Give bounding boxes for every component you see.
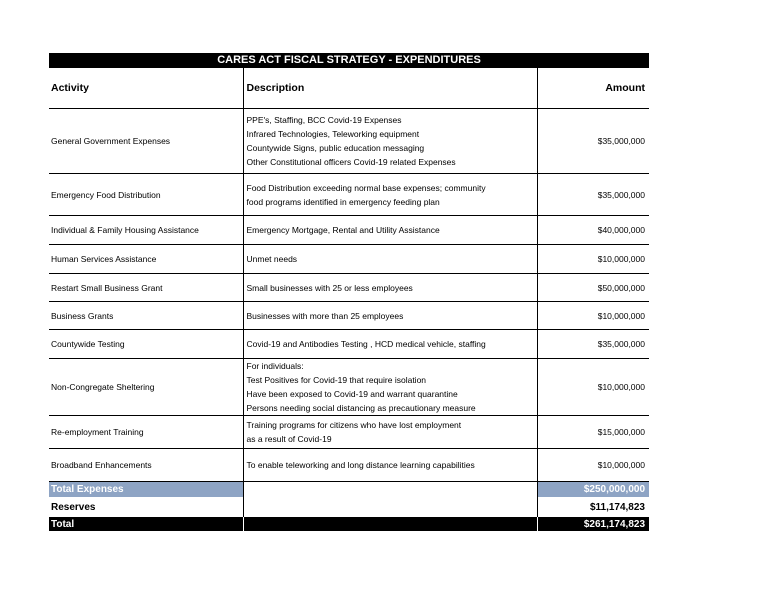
description-line: Have been exposed to Covid-19 and warrant quarantine [246, 389, 458, 399]
description-cell [243, 449, 537, 482]
description-line: Other Constitutional officers Covid-19 related Expenses [246, 157, 456, 167]
description-line: Countywide Signs, public education messaging [246, 143, 425, 153]
amount-header: Amount [537, 68, 649, 109]
description-cell [243, 109, 537, 174]
description-line: For individuals: [246, 361, 304, 371]
table-row [49, 330, 649, 359]
description-line: Test Positives for Covid-19 that require isolation [246, 375, 427, 385]
table-row [49, 416, 649, 449]
amount-cell: $40,000,000 [537, 216, 649, 245]
description-cell [243, 174, 537, 216]
amount-cell: $10,000,000 [537, 245, 649, 274]
amount-cell: $10,000,000 [537, 359, 649, 416]
reserves-description [243, 497, 537, 517]
activity-cell: Emergency Food Distribution [49, 174, 243, 216]
expenditures-table [49, 68, 649, 531]
activity-cell: Business Grants [49, 302, 243, 330]
description-line: Small businesses with 25 or less employees [246, 282, 413, 293]
description-line: Infrared Technologies, Teleworking equipment [246, 129, 420, 139]
table-row [49, 174, 649, 216]
activity-header: Activity [49, 68, 243, 109]
description-line: To enable teleworking and long distance learning capabilities [246, 460, 475, 470]
amount-cell: $10,000,000 [537, 449, 649, 482]
expenditures-sheet [49, 53, 649, 531]
sheet-title: CARES ACT FISCAL STRATEGY - EXPENDITURES [49, 53, 649, 68]
description-line: Food Distribution exceeding normal base expenses; community [246, 182, 486, 193]
reserves-label: Reserves [51, 501, 96, 513]
amount-cell: $35,000,000 [537, 109, 649, 174]
activity-cell: Broadband Enhancements [49, 449, 243, 482]
table-row [49, 109, 649, 174]
description-line: as a result of Covid-19 [246, 434, 332, 444]
total-description [243, 517, 537, 531]
table-row [49, 449, 649, 482]
activity-cell: Human Services Assistance [49, 245, 243, 274]
total-expenses-label: Total Expenses [49, 482, 243, 498]
table-row [49, 216, 649, 245]
activity-cell: Countywide Testing [49, 330, 243, 359]
table-row [49, 245, 649, 274]
activity-cell: Non-Congregate Sheltering [49, 359, 243, 416]
amount-cell: $50,000,000 [537, 274, 649, 302]
total-expenses-row [49, 482, 649, 498]
header-row [49, 68, 649, 109]
amount-cell: $35,000,000 [537, 174, 649, 216]
description-cell [243, 245, 537, 274]
reserves-amount: $11,174,823 [589, 501, 645, 513]
activity-cell: General Government Expenses [49, 109, 243, 174]
amount-cell: $35,000,000 [537, 330, 649, 359]
total-expenses-amount: $250,000,000 [537, 482, 649, 498]
description-header: Description [243, 68, 537, 109]
description-cell [243, 274, 537, 302]
description-line: Emergency Mortgage, Rental and Utility Assistance [246, 225, 440, 235]
description-line: food programs identified in emergency feeding plan [246, 196, 440, 207]
description-line: Businesses with more than 25 employees [246, 310, 404, 321]
total-amount: $261,174,823 [537, 517, 649, 531]
description-cell [243, 416, 537, 449]
description-line: Covid-19 and Antibodies Testing , HCD medical vehicle, staffing [246, 339, 486, 349]
amount-cell: $15,000,000 [537, 416, 649, 449]
description-cell [243, 359, 537, 416]
total-label: Total [49, 517, 243, 531]
description-cell [243, 216, 537, 245]
reserves-row [49, 497, 649, 517]
description-line: Unmet needs [246, 254, 298, 264]
description-line: PPE's, Staffing, BCC Covid-19 Expenses [246, 115, 402, 125]
table-row [49, 359, 649, 416]
amount-cell: $10,000,000 [537, 302, 649, 330]
description-line: Training programs for citizens who have lost employment [246, 420, 462, 430]
description-line: Persons needing social distancing as precautionary measure [246, 403, 476, 413]
activity-cell: Restart Small Business Grant [49, 274, 243, 302]
table-row [49, 274, 649, 302]
total-row [49, 517, 649, 531]
table-row [49, 302, 649, 330]
activity-cell: Individual & Family Housing Assistance [49, 216, 243, 245]
description-cell [243, 330, 537, 359]
activity-cell: Re-employment Training [49, 416, 243, 449]
description-cell [243, 302, 537, 330]
total-expenses-description [243, 482, 537, 498]
